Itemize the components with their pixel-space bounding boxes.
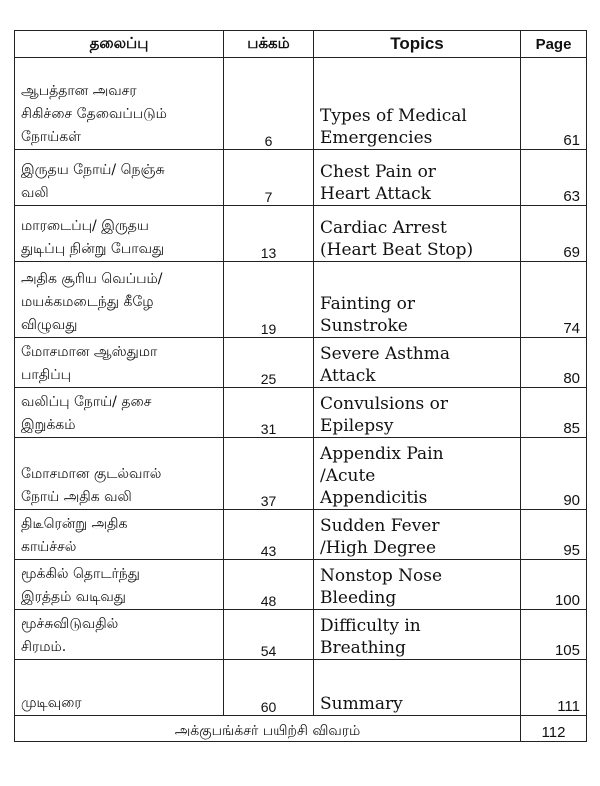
tamil-title-line: இருதய நோய்/ நெஞ்சு [21, 162, 165, 178]
page-number: 63 [521, 150, 587, 206]
tamil-page-number: 48 [224, 560, 314, 610]
topic-line: Severe Asthma [320, 344, 450, 364]
tamil-title-line: சிகிச்சை தேவைப்படும் [21, 106, 167, 122]
tamil-title-line: நோய் அதிக வலி [21, 489, 132, 505]
topic-cell [314, 58, 521, 150]
topic-cell [314, 338, 521, 388]
tamil-title-line: இரத்தம் வடிவது [21, 589, 126, 605]
page-number: 80 [521, 338, 587, 388]
page-number: 90 [521, 438, 587, 510]
tamil-title-cell [15, 58, 224, 150]
table-row [15, 388, 587, 438]
topic-line: Epilepsy [320, 416, 394, 436]
tamil-page-number: 6 [224, 58, 314, 150]
page-number: 61 [521, 58, 587, 150]
tamil-title-line: ஆபத்தான அவசர [21, 83, 137, 99]
tamil-title-line: முடிவுரை [21, 695, 82, 711]
tamil-title-line: மோசமான குடல்வால் [21, 466, 162, 482]
topic-line: Difficulty in [320, 616, 421, 636]
tamil-title-line: அதிக சூரிய வெப்பம்/ [21, 271, 163, 287]
topic-cell [314, 262, 521, 338]
page-number: 95 [521, 510, 587, 560]
tamil-title-cell [15, 206, 224, 262]
table-row [15, 438, 587, 510]
topic-cell [314, 438, 521, 510]
tamil-page-number: 37 [224, 438, 314, 510]
tamil-page-number: 43 [224, 510, 314, 560]
topic-line: Chest Pain or [320, 162, 436, 182]
header-tamil-title: தலைப்பு [15, 31, 224, 58]
page-number: 74 [521, 262, 587, 338]
table-row [15, 610, 587, 660]
topic-line: Appendix Pain [320, 444, 444, 464]
table-of-contents [14, 30, 587, 742]
topic-line: Types of Medical [320, 106, 467, 126]
table-row [15, 262, 587, 338]
footer-row [15, 716, 587, 742]
header-page: Page [521, 31, 587, 58]
page-number: 105 [521, 610, 587, 660]
table-row [15, 206, 587, 262]
tamil-page-number: 7 [224, 150, 314, 206]
topic-line: Attack [320, 366, 376, 386]
tamil-title-cell [15, 560, 224, 610]
tamil-title-line: மாரடைப்பு/ இருதய [21, 218, 149, 234]
tamil-title-line: மூச்சுவிடுவதில் [21, 616, 119, 632]
page-number: 85 [521, 388, 587, 438]
topic-line: Convulsions or [320, 394, 449, 414]
topic-line: Sunstroke [320, 316, 408, 336]
tamil-title-line: மோசமான ஆஸ்துமா [21, 344, 158, 360]
tamil-title-line: வலி [21, 185, 49, 201]
header-topics: Topics [314, 31, 521, 58]
header-tamil-page: பக்கம் [224, 31, 314, 58]
tamil-page-number: 31 [224, 388, 314, 438]
tamil-title-cell [15, 338, 224, 388]
tamil-title-line: பாதிப்பு [21, 367, 72, 383]
tamil-title-line: விழுவது [21, 317, 78, 333]
table-row [15, 510, 587, 560]
table-row [15, 338, 587, 388]
topic-line: Appendicitis [320, 488, 428, 508]
topic-line: Sudden Fever [320, 516, 440, 536]
page-number: 100 [521, 560, 587, 610]
tamil-title-line: துடிப்பு நின்று போவது [21, 241, 165, 257]
tamil-page-number: 19 [224, 262, 314, 338]
topic-line: (Heart Beat Stop) [320, 240, 474, 260]
tamil-title-line: நோய்கள் [21, 129, 81, 145]
tamil-title-line: சிரமம். [21, 639, 67, 655]
table-row [15, 560, 587, 610]
topic-line: Bleeding [320, 588, 397, 608]
tamil-title-line: காய்ச்சல் [21, 539, 77, 555]
tamil-page-number: 25 [224, 338, 314, 388]
topic-line: /Acute [320, 466, 376, 486]
tamil-title-cell [15, 510, 224, 560]
tamil-page-number: 54 [224, 610, 314, 660]
topic-line: Nonstop Nose [320, 566, 443, 586]
tamil-title-cell [15, 150, 224, 206]
topic-cell [314, 510, 521, 560]
topic-line [320, 671, 514, 693]
topic-cell [314, 660, 521, 716]
tamil-title-cell [15, 610, 224, 660]
tamil-title-line: மூக்கில் தொடர்ந்து [21, 566, 140, 582]
topic-cell [314, 206, 521, 262]
tamil-title-cell [15, 388, 224, 438]
tamil-title-line: திடீரென்று அதிக [21, 516, 128, 532]
footer-label: அக்குபங்க்சர் பயிற்சி விவரம் [15, 716, 521, 742]
topic-cell [314, 610, 521, 660]
topic-line: Emergencies [320, 128, 433, 148]
table-row [15, 150, 587, 206]
header-row [15, 31, 587, 58]
table-row [15, 58, 587, 150]
topic-cell [314, 150, 521, 206]
topic-line: Heart Attack [320, 184, 431, 204]
tamil-page-number: 13 [224, 206, 314, 262]
tamil-title-line: வலிப்பு நோய்/ தசை [21, 394, 152, 410]
tamil-title-cell [15, 438, 224, 510]
page-number: 69 [521, 206, 587, 262]
tamil-title-line: மயக்கமடைந்து கீழே [21, 294, 154, 310]
tamil-title-cell [15, 262, 224, 338]
topic-cell [314, 388, 521, 438]
tamil-title-line: இறுக்கம் [21, 417, 76, 433]
table-row [15, 660, 587, 716]
topic-line: Cardiac Arrest [320, 218, 447, 238]
topic-line: Summary [320, 694, 403, 714]
topic-line: Breathing [320, 638, 406, 658]
tamil-title-cell [15, 660, 224, 716]
footer-page-number: 112 [521, 716, 587, 742]
topic-cell [314, 560, 521, 610]
tamil-page-number: 60 [224, 660, 314, 716]
topic-line: /High Degree [320, 538, 437, 558]
topic-line: Fainting or [320, 294, 416, 314]
page-number: 111 [521, 660, 587, 716]
